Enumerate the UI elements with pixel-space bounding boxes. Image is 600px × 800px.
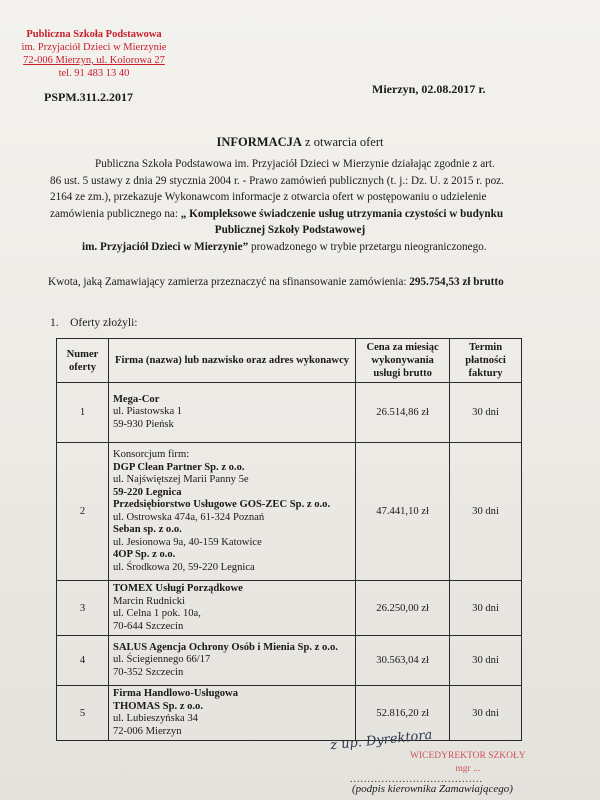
stamp-line-4: tel. 91 483 13 40 bbox=[58, 68, 130, 79]
intro-line-2: 86 ust. 5 ustawy z dnia 29 stycznia 2004 r. - Prawo zamówień publicznych (t. j.: Dz. U. z 2015 r. poz. bbox=[50, 174, 504, 187]
firm-line: DGP Clean Partner Sp. z o.o. bbox=[112, 461, 245, 473]
intro-paragraph bbox=[50, 156, 530, 255]
offer-price: 47.441,10 zł bbox=[356, 443, 450, 581]
intro-line-3: 2164 ze zm.), przekazuje Wykonawcom informacje z otwarcia ofert w postępowaniu o udzielenie bbox=[50, 191, 487, 203]
table-row bbox=[57, 581, 522, 636]
firm-line: ul. Lubieszyńska 34 bbox=[112, 713, 198, 724]
firm-line: ul. Środkowa 20, 59-220 Legnica bbox=[112, 561, 255, 573]
stamp-line-2: im. Przyjaciół Dzieci w Mierzynie bbox=[21, 42, 167, 53]
handwritten-signature: z up. Dyrektora bbox=[329, 727, 434, 754]
firm-line: 59-930 Pieńsk bbox=[112, 418, 174, 430]
vice-stamp-line-1: WICEDYREKTOR SZKOŁY bbox=[410, 751, 526, 761]
header-term: Termin płatności faktury bbox=[450, 339, 522, 383]
stamp-line-3: 72-006 Mierzyn, ul. Kolorowa 27 bbox=[23, 55, 165, 66]
title-rest: z otwarcia ofert bbox=[301, 135, 384, 149]
firm-line: Marcin Rudnicki bbox=[112, 595, 186, 607]
firm-line: ul. Piastowska 1 bbox=[112, 406, 183, 418]
offers-table-body bbox=[57, 383, 522, 741]
intro-line-4-prefix: zamówienia publicznego na: bbox=[50, 207, 181, 220]
firm-line: Przedsiębiorstwo Usługowe GOS-ZEC Sp. z o.o. bbox=[112, 499, 331, 510]
section-heading bbox=[50, 317, 138, 329]
offer-number: 2 bbox=[57, 443, 109, 581]
offer-firm bbox=[108, 443, 355, 581]
header-firm: Firma (nazwa) lub nazwisko oraz adres wykonawcy bbox=[108, 339, 355, 383]
firm-line: 59-220 Legnica bbox=[112, 486, 182, 498]
document-signum: PSPM.311.2.2017 bbox=[44, 90, 133, 104]
amount-line bbox=[48, 276, 568, 288]
offer-number: 5 bbox=[57, 686, 109, 741]
offer-payment-term: 30 dni bbox=[450, 383, 522, 443]
offer-price: 26.514,86 zł bbox=[356, 383, 450, 443]
firm-line: Mega-Cor bbox=[112, 393, 160, 405]
table-row bbox=[57, 686, 522, 741]
stamp-line-1: Publiczna Szkoła Podstawowa bbox=[26, 29, 162, 40]
firm-line: ul. Jesionowa 9a, 40-159 Katowice bbox=[112, 536, 262, 548]
table-row bbox=[57, 383, 522, 443]
intro-line-5: Publicznej Szkoły Podstawowej bbox=[214, 224, 366, 236]
firm-line: TOMEX Usługi Porządkowe bbox=[112, 583, 243, 594]
offer-firm bbox=[108, 636, 355, 686]
intro-line-6-bold: im. Przyjaciół Dzieci w Mierzynie” bbox=[82, 240, 249, 253]
firm-line: ul. Najświętszej Marii Panny 5e bbox=[112, 474, 249, 485]
firm-line: 70-644 Szczecin bbox=[112, 620, 184, 632]
table-header-row bbox=[57, 339, 522, 383]
signature-caption: (podpis kierownika Zamawiającego) bbox=[352, 783, 513, 795]
offer-firm bbox=[108, 686, 355, 741]
school-stamp bbox=[14, 28, 174, 80]
offer-payment-term: 30 dni bbox=[450, 686, 522, 741]
firm-line: THOMAS Sp. z o.o. bbox=[112, 700, 203, 712]
offer-number: 3 bbox=[57, 581, 109, 636]
offer-price: 30.563,04 zł bbox=[356, 636, 450, 686]
firm-line: ul. Ostrowska 474a, 61-324 Poznań bbox=[112, 511, 265, 523]
section-number: 1. bbox=[50, 317, 59, 329]
amount-value: 295.754,53 zł brutto bbox=[409, 276, 504, 288]
offers-table bbox=[56, 338, 522, 741]
offer-number: 4 bbox=[57, 636, 109, 686]
intro-line-1: Publiczna Szkoła Podstawowa im. Przyjaciół Dzieci w Mierzynie działając zgodnie z art. bbox=[95, 158, 495, 170]
intro-line-4-bold: „ Kompleksowe świadczenie usług utrzymania czystości w budynku bbox=[180, 207, 504, 220]
firm-line: 4OP Sp. z o.o. bbox=[112, 549, 176, 560]
firm-line: Seban sp. z o.o. bbox=[112, 524, 182, 535]
offer-firm bbox=[108, 581, 355, 636]
offer-firm bbox=[108, 383, 355, 443]
amount-text: Kwota, jaką Zamawiający zamierza przeznaczyć na sfinansowanie zamówienia: bbox=[48, 276, 410, 288]
firm-line: SALUS Agencja Ochrony Osób i Mienia Sp. z o.o. bbox=[112, 641, 338, 653]
section-label: Oferty złożyli: bbox=[70, 317, 138, 329]
vice-director-stamp bbox=[410, 750, 526, 776]
title-strong: INFORMACJA bbox=[216, 135, 302, 149]
vice-stamp-line-2: mgr ... bbox=[455, 764, 481, 774]
document-title bbox=[0, 135, 600, 150]
offer-number: 1 bbox=[57, 383, 109, 443]
firm-line: 72-006 Mierzyn bbox=[112, 725, 182, 737]
offer-price: 52.816,20 zł bbox=[356, 686, 450, 741]
header-number: Numer oferty bbox=[57, 339, 109, 383]
firm-line: Firma Handlowo-Usługowa bbox=[112, 688, 239, 699]
place-date: Mierzyn, 02.08.2017 r. bbox=[372, 82, 486, 96]
table-row bbox=[57, 443, 522, 581]
intro-line-6-rest: prowadzonego w trybie przetargu nieograniczonego. bbox=[248, 240, 487, 253]
firm-line: ul. Celna 1 pok. 10a, bbox=[112, 608, 201, 619]
firm-line: ul. Ściegiennego 66/17 bbox=[112, 654, 211, 666]
header-price: Cena za miesiąc wykonywania usługi brutto bbox=[356, 339, 450, 383]
offer-price: 26.250,00 zł bbox=[356, 581, 450, 636]
firm-line: 70-352 Szczecin bbox=[112, 666, 184, 678]
table-row bbox=[57, 636, 522, 686]
signature-dots: ...................................... bbox=[350, 774, 483, 785]
firm-line: Konsorcjum firm: bbox=[112, 449, 190, 460]
offer-payment-term: 30 dni bbox=[450, 636, 522, 686]
offer-payment-term: 30 dni bbox=[450, 443, 522, 581]
offer-payment-term: 30 dni bbox=[450, 581, 522, 636]
